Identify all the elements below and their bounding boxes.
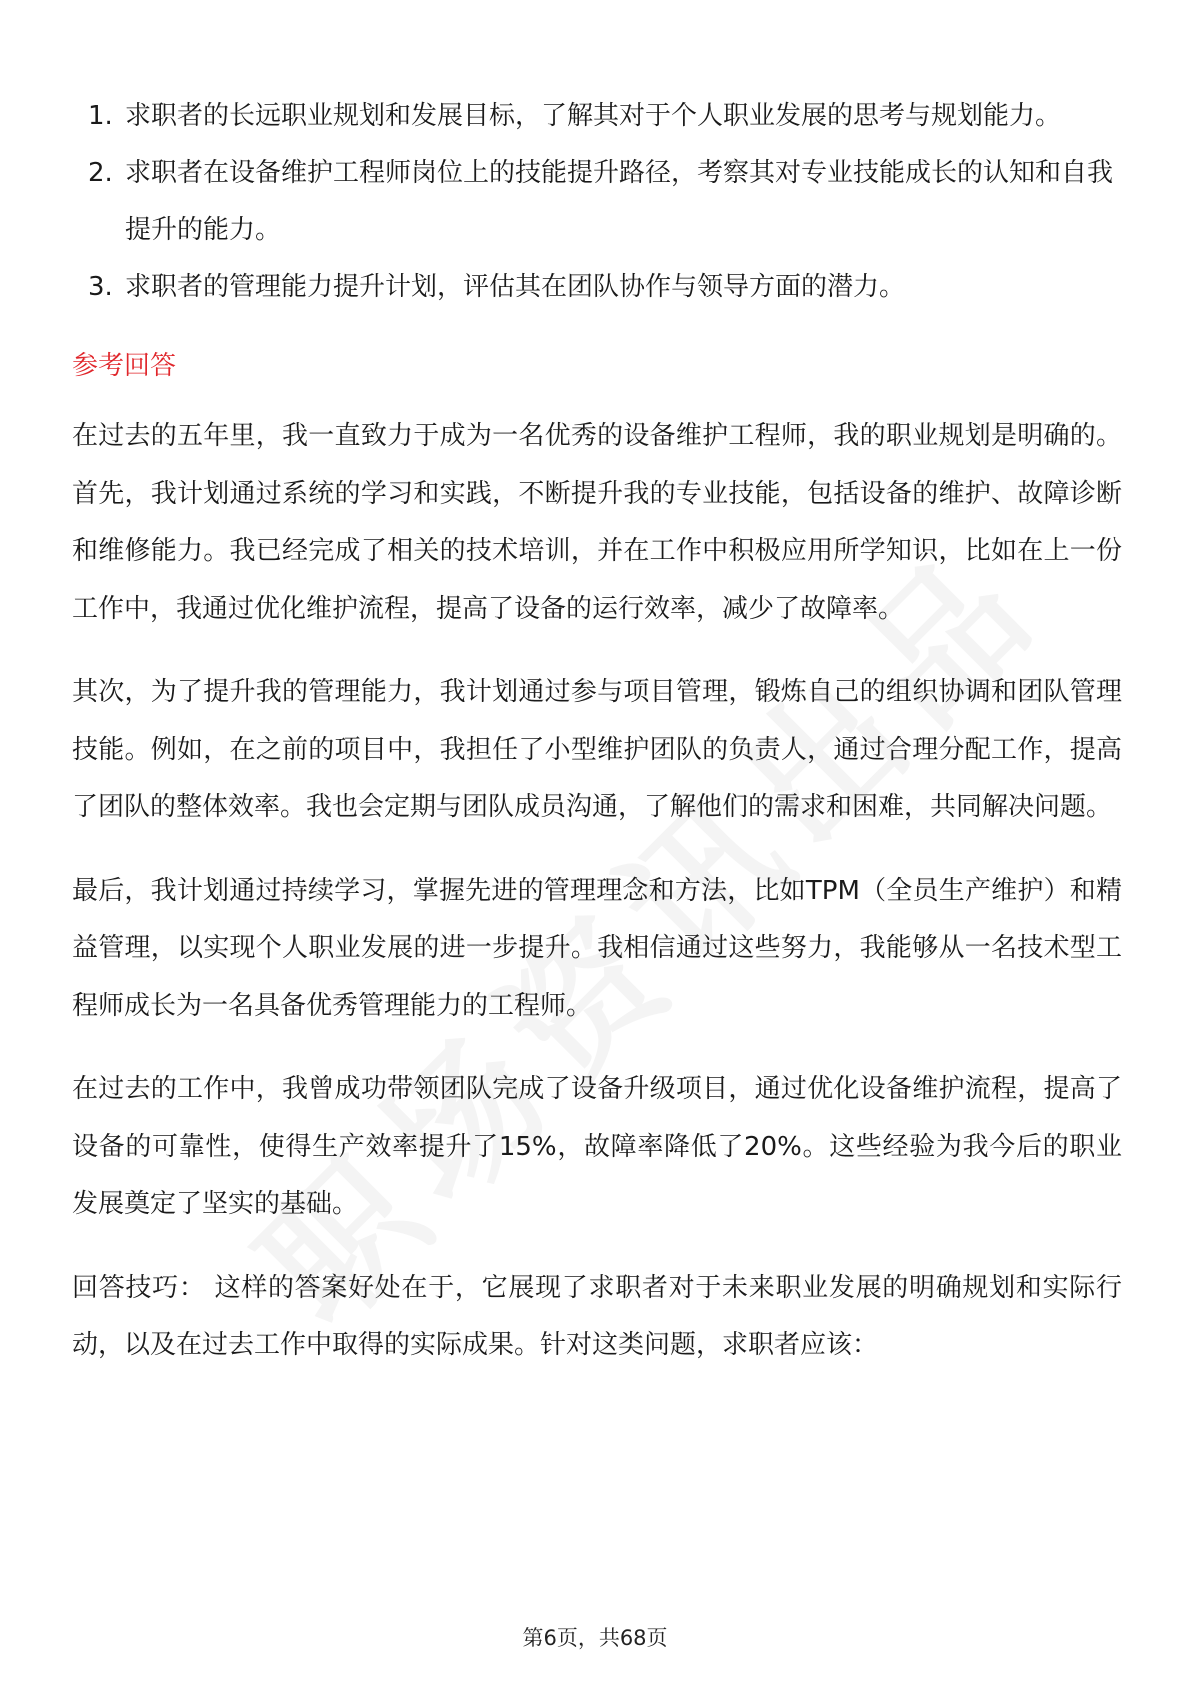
page-content [72,88,1122,1401]
list-item-number: 2. [88,158,113,188]
answer-paragraph: 最后，我计划通过持续学习，掌握先进的管理理念和方法，比如TPM（全员生产维护）和精益管理，以实现个人职业发展的进一步提升。我相信通过这些努力，我能够从一名技术型工程师成长为一名具备优秀管理能力的工程师。 [72,875,1122,1021]
list-item-number: 1. [88,101,113,131]
question-points-list [72,88,1122,316]
list-item [72,259,1122,316]
answer-paragraph: 在过去的工作中，我曾成功带领团队完成了设备升级项目，通过优化设备维护流程，提高了设备的可靠性，使得生产效率提升了15%，故障率降低了20%。这些经验为我今后的职业发展奠定了坚实的基础。 [72,1074,1122,1219]
list-item-number: 3. [88,272,113,302]
list-item-text: 求职者的管理能力提升计划，评估其在团队协作与领导方面的潜力。 [125,272,906,302]
answer-tips-paragraph: 回答技巧： 这样的答案好处在于，它展现了求职者对于未来职业发展的明确规划和实际行动，以及在过去工作中取得的实际成果。针对这类问题，求职者应该： [72,1272,1122,1360]
answer-paragraph: 其次，为了提升我的管理能力，我计划通过参与项目管理，锻炼自己的组织协调和团队管理技能。例如，在之前的项目中，我担任了小型维护团队的负责人，通过合理分配工作，提高了团队的整体效率。我也会定期与团队成员沟通，了解他们的需求和困难，共同解决问题。 [72,677,1122,822]
section-title: 参考回答 [72,351,177,381]
list-item [72,88,1122,145]
list-item [72,145,1122,259]
answer-paragraph: 在过去的五年里，我一直致力于成为一名优秀的设备维护工程师，我的职业规划是明确的。首先，我计划通过系统的学习和实践，不断提升我的专业技能，包括设备的维护、故障诊断和维修能力。我已经完成了相关的技术培训，并在工作中积极应用所学知识，比如在上一份工作中，我通过优化维护流程，提高了设备的运行效率，减少了故障率。 [72,421,1122,624]
page-footer: 第6页，共68页 [522,1626,668,1650]
list-item-text: 求职者在设备维护工程师岗位上的技能提升路径，考察其对专业技能成长的认知和自我提升的能力。 [125,158,1114,245]
list-item-text: 求职者的长远职业规划和发展目标，了解其对于个人职业发展的思考与规划能力。 [125,101,1062,131]
